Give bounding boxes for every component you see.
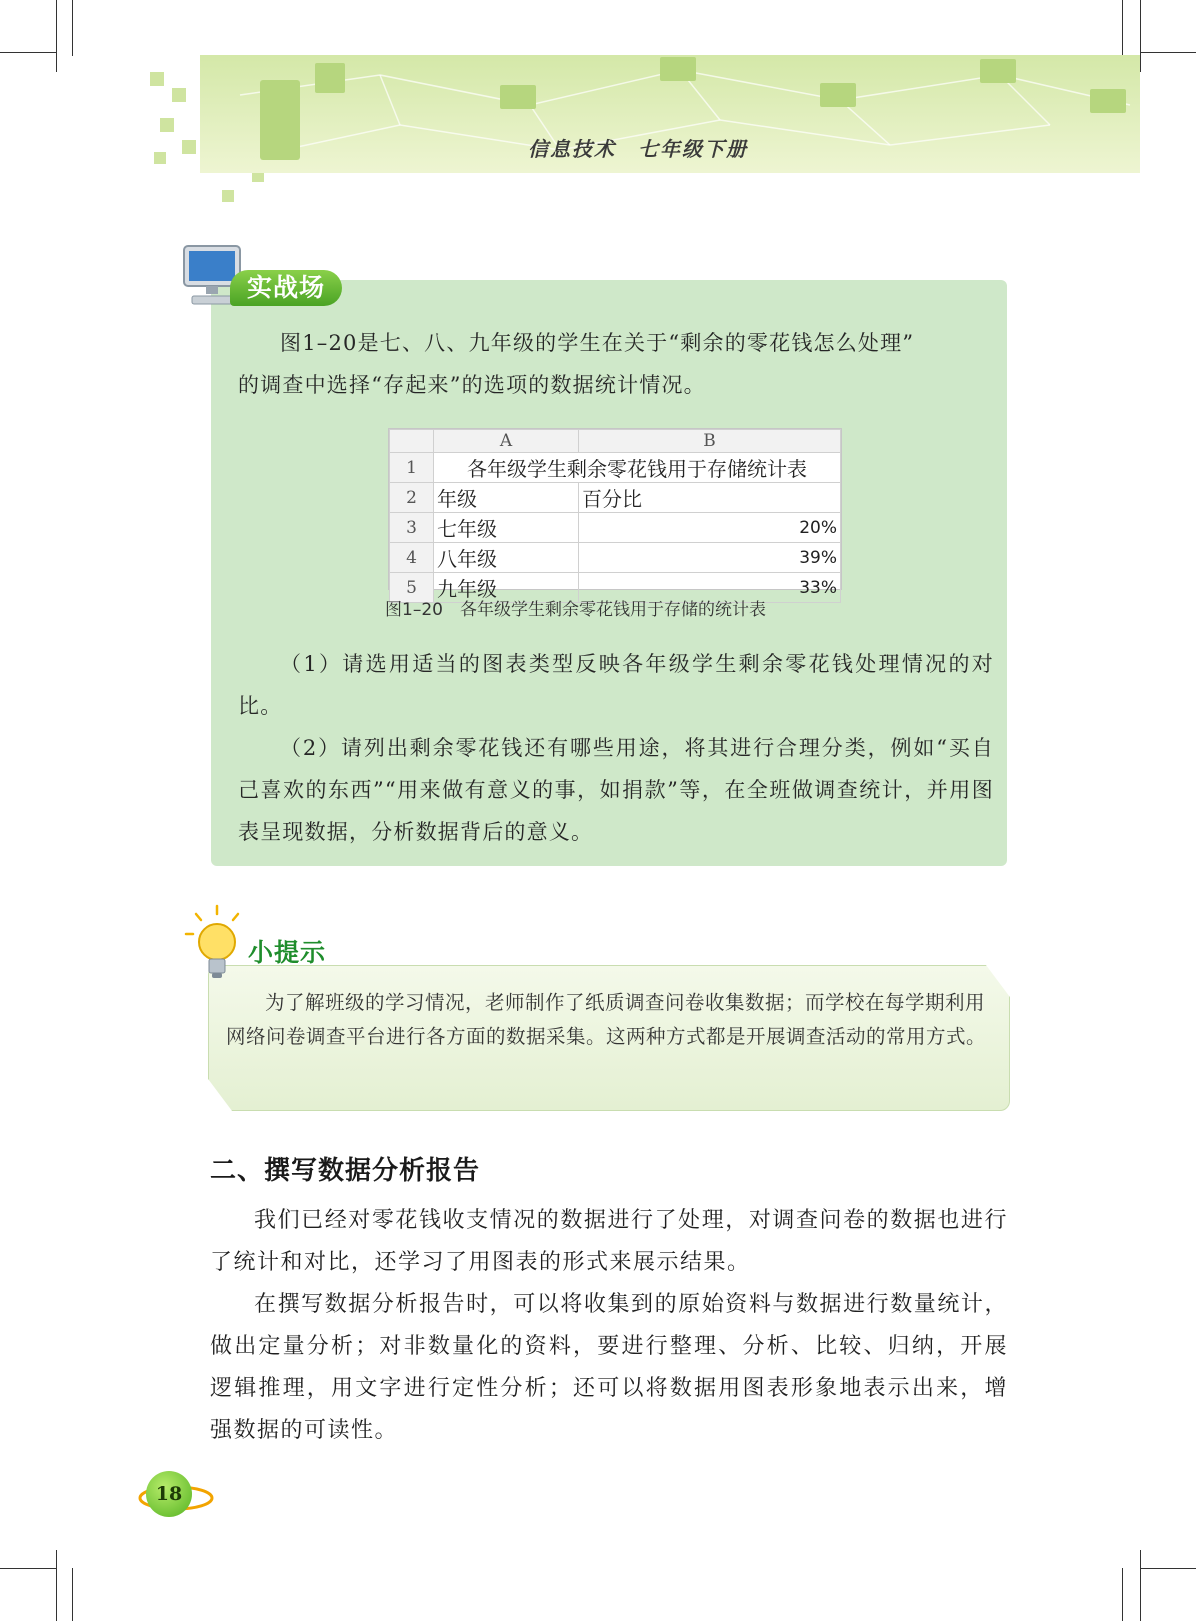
grade-cell: 九年级 — [434, 573, 579, 603]
crop-mark — [1140, 1550, 1141, 1621]
crop-mark — [56, 1550, 57, 1621]
header-title: 信息技术 七年级下册 — [528, 137, 748, 161]
header-cell: 年级 — [434, 483, 579, 513]
tip-text: 为了解班级的学习情况，老师制作了纸质调查问卷收集数据；而学校在每学期利用网络问卷调查平台进行各方面的数据采集。这两种方式都是开展调查活动的常用方式。 — [226, 991, 987, 1048]
crop-mark — [1122, 0, 1123, 56]
crop-mark — [0, 1568, 56, 1569]
decor-pixel — [150, 72, 164, 86]
grade-cell: 七年级 — [434, 513, 579, 543]
light-bulb-icon — [184, 904, 250, 984]
crop-mark — [1122, 1568, 1123, 1621]
table-title: 各年级学生剩余零花钱用于存储统计表 — [434, 453, 841, 483]
crop-mark — [0, 52, 56, 53]
column-header: A — [434, 430, 579, 453]
decor-pixel — [182, 140, 196, 154]
crop-mark — [1140, 52, 1196, 53]
header-banner — [200, 55, 1140, 173]
practice-label: 实战场 — [230, 270, 342, 306]
figure-caption: 图1–20 各年级学生剩余零花钱用于存储的统计表 — [385, 600, 766, 620]
tip-text-block — [226, 986, 992, 1054]
question-1: （1）请选用适当的图表类型反映各年级学生剩余零花钱处理情况的对比。 — [238, 652, 994, 718]
practice-questions — [238, 643, 994, 853]
body-paragraph: 我们已经对零花钱收支情况的数据进行了处理，对调查问卷的数据也进行了统计和对比，还学习了用图表的形式来展示结果。 — [210, 1208, 1008, 1275]
crop-mark — [1140, 0, 1141, 72]
body-paragraph: 在撰写数据分析报告时，可以将收集到的原始资料与数据进行数量统计，做出定量分析；对非数量化的资料，要进行整理、分析、比较、归纳，开展逻辑推理，用文字进行定性分析；还可以将数据用图表形象地表示出来，增强数据的可读性。 — [210, 1292, 1008, 1443]
row-number: 2 — [390, 483, 434, 513]
crop-mark — [72, 0, 73, 56]
decor-pixel — [154, 152, 166, 164]
column-header: B — [579, 430, 841, 453]
page-number: 18 — [146, 1471, 192, 1517]
crop-mark — [72, 1568, 73, 1621]
corner-cell — [390, 430, 434, 453]
crop-mark — [1140, 1568, 1196, 1569]
row-number: 4 — [390, 543, 434, 573]
decor-pixel — [172, 88, 186, 102]
percent-cell: 20% — [579, 513, 841, 543]
section-body — [210, 1200, 1008, 1452]
row-number: 3 — [390, 513, 434, 543]
practice-intro-line2: 的调查中选择“存起来”的选项的数据统计情况。 — [238, 373, 706, 397]
percent-cell: 33% — [579, 573, 841, 603]
tip-label: 小提示 — [248, 938, 327, 967]
percent-cell: 39% — [579, 543, 841, 573]
practice-intro — [238, 322, 994, 406]
section-heading: 二、撰写数据分析报告 — [210, 1156, 481, 1186]
row-number: 5 — [390, 573, 434, 603]
practice-intro-line1: 图1–20是七、八、九年级的学生在关于“剩余的零花钱怎么处理” — [280, 331, 915, 355]
decor-pixel — [160, 118, 174, 132]
header-cell: 百分比 — [579, 483, 841, 513]
question-2: （2）请列出剩余零花钱还有哪些用途，将其进行合理分类，例如“买自己喜欢的东西”“用来做有意义的事，如捐款”等，在全班做调查统计，并用图表呈现数据，分析数据背后的意义。 — [238, 736, 994, 844]
crop-mark — [56, 0, 57, 72]
row-number: 1 — [390, 453, 434, 483]
spreadsheet-table — [388, 428, 842, 601]
grade-cell: 八年级 — [434, 543, 579, 573]
decor-pixel — [222, 190, 234, 202]
